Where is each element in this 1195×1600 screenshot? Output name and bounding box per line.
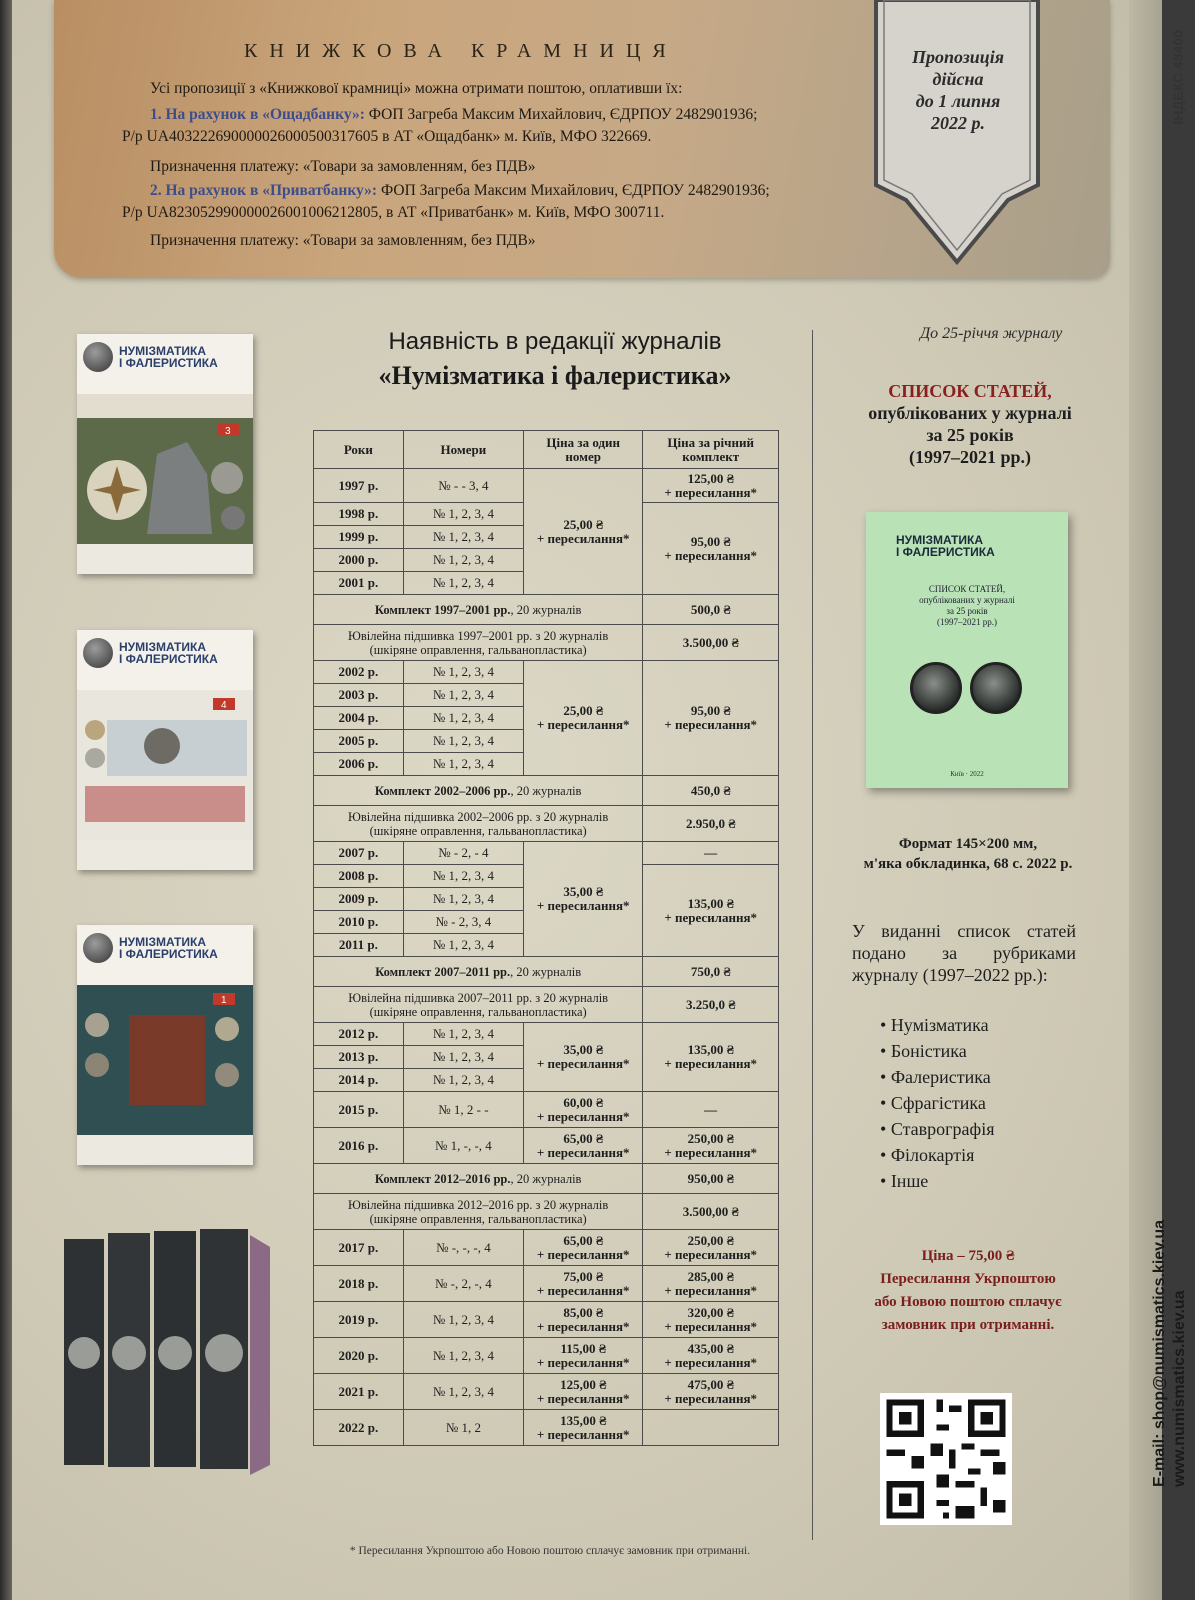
offer-line-4: 2022 р.	[931, 113, 985, 133]
bank2-account: Р/р UA823052990000026001006212805, в АТ «Приватбанк» м. Київ, МФО 300711.	[122, 204, 665, 221]
bank2-line	[150, 182, 770, 200]
table-row: 2005 р. № 1, 2, 3, 4	[314, 730, 779, 753]
offer-shield-shape	[868, 0, 1046, 270]
bank1-details: ФОП Загреба Максим Михайлович, ЄДРПОУ 2482901936;	[364, 106, 758, 123]
table-row: 2009 р. № 1, 2, 3, 4	[314, 888, 779, 911]
bank2-details: ФОП Загреба Максим Михайлович, ЄДРПОУ 2482901936;	[377, 182, 770, 199]
table-row: 1997 р. № - - 3, 4 25,00 ₴ + пересилання* 125,00 ₴ + пересилання*	[314, 469, 779, 503]
header-price-annual: Ціна за річний комплект	[643, 431, 779, 469]
price-annual-cell: 135,00 ₴ + пересилання*	[643, 1023, 779, 1092]
column-divider	[812, 330, 813, 1540]
index-label: ІНДЕКС 48400	[1170, 30, 1186, 125]
offer-text	[888, 46, 1028, 134]
table-row: 2015 р. № 1, 2 - - 60,00 ₴ + пересилання* —	[314, 1092, 779, 1128]
table-row: 2008 р. № 1, 2, 3, 4 135,00 ₴ + пересилання*	[314, 865, 779, 888]
table-row: 2012 р. № 1, 2, 3, 4 35,00 ₴ + пересилання* 135,00 ₴ + пересилання*	[314, 1023, 779, 1046]
list-item: • Ставрографія	[880, 1116, 994, 1142]
table-row: 1999 р. № 1, 2, 3, 4	[314, 526, 779, 549]
svg-text:4: 4	[221, 700, 227, 711]
coin-icon	[910, 662, 962, 714]
jubilee-row: Ювілейна підшивка 1997–2001 рр. з 20 журналів (шкіряне оправлення, гальванопластика) 3.500,00 ₴	[314, 625, 779, 661]
magazine-logo-icon	[83, 638, 113, 668]
price-single-cell: 25,00 ₴ + пересилання*	[524, 661, 643, 776]
title-line-1: Наявність в редакції журналів	[388, 328, 722, 355]
cover-name: НУМІЗМАТИКА І ФАЛЕРИСТИКА	[119, 640, 218, 666]
table-row: 2000 р. № 1, 2, 3, 4	[314, 549, 779, 572]
offer-badge	[868, 0, 1046, 270]
jubilee-row: Ювілейна підшивка 2012–2016 рр. з 20 журналів (шкіряне оправлення, гальванопластика) 3.500,00 ₴	[314, 1194, 779, 1230]
list-item: • Інше	[880, 1168, 994, 1194]
cover-name: НУМІЗМАТИКА І ФАЛЕРИСТИКА	[119, 935, 218, 961]
table-footnote: * Пересилання Укрпоштою або Новою поштою сплачує замовник при отриманні.	[349, 1545, 751, 1557]
svg-text:3: 3	[225, 426, 231, 437]
table-row: 2018 р. № -, 2, -, 4 75,00 ₴ + пересилання* 285,00 ₴ + пересилання*	[314, 1266, 779, 1302]
title-line-2: «Нумізматика і фалеристика»	[378, 361, 732, 390]
bank1-purpose: Призначення платежу: «Товари за замовленням, без ПДВ»	[150, 158, 536, 175]
table-row: 2003 р. № 1, 2, 3, 4	[314, 684, 779, 707]
offer-line-3: до 1 липня	[915, 91, 1001, 111]
jubilee-row: Ювілейна підшивка 2007–2011 рр. з 20 журналів (шкіряне оправлення, гальванопластика) 3.250,0 ₴	[314, 987, 779, 1023]
list-item: • Сфрагістика	[880, 1090, 994, 1116]
table-row: 2013 р. № 1, 2, 3, 4	[314, 1046, 779, 1069]
cover-artwork	[77, 985, 253, 1135]
bank2-purpose: Призначення платежу: «Товари за замовленням, без ПДВ»	[150, 232, 536, 249]
article-list-book-cover	[866, 512, 1068, 788]
cover-artwork	[77, 690, 253, 840]
availability-title	[310, 325, 800, 393]
table-row: 2016 р. № 1, -, -, 4 65,00 ₴ + пересилання* 250,00 ₴ + пересилання*	[314, 1128, 779, 1164]
table-row: 2011 р. № 1, 2, 3, 4	[314, 934, 779, 957]
book-cover-city: Київ · 2022	[950, 770, 984, 778]
price-single-cell: 35,00 ₴ + пересилання*	[524, 1023, 643, 1092]
price-annual-cell: 95,00 ₴ + пересилання*	[643, 503, 779, 595]
table-row: 2014 р. № 1, 2, 3, 4	[314, 1069, 779, 1092]
cover-name: НУМІЗМАТИКА І ФАЛЕРИСТИКА	[119, 344, 218, 370]
qr-code-icon[interactable]	[880, 1393, 1012, 1525]
bank2-label: 2. На рахунок в «Приватбанку»:	[150, 182, 378, 199]
magazine-cover-2	[77, 630, 253, 870]
book-price-note: Ціна – 75,00 ₴ Пересилання Укрпоштою або Новою поштою сплачує замовник при отриманні.	[874, 1248, 1062, 1333]
table-row: 1998 р. № 1, 2, 3, 4 95,00 ₴ + пересилання*	[314, 503, 779, 526]
table-header-row	[314, 431, 779, 469]
list-item: • Філокартія	[880, 1142, 994, 1168]
bank1-label: 1. На рахунок в «Ощадбанку»:	[150, 106, 365, 123]
table-row: 2022 р. № 1, 2 135,00 ₴ + пересилання*	[314, 1410, 779, 1446]
contact-info	[1150, 1220, 1190, 1487]
bank1-account: Р/р UA403222690000026000500317605 в АТ «Ощадбанк» м. Київ, МФО 322669.	[122, 128, 652, 145]
category-list	[880, 1012, 994, 1194]
book-format: Формат 145×200 мм, м'яка обкладинка, 68 с. 2022 р.	[863, 836, 1073, 872]
magazine-logo-icon	[83, 342, 113, 372]
banner-intro: Усі пропозиції з «Книжкової крамниці» можна отримати поштою, оплативши їх:	[150, 80, 683, 97]
anniversary-note: До 25-річчя журналу	[920, 325, 1063, 342]
website-link[interactable]: www.numismatics.kiev.ua	[1171, 1290, 1188, 1487]
table-row: 2006 р. № 1, 2, 3, 4	[314, 753, 779, 776]
table-row: 2002 р. № 1, 2, 3, 4 25,00 ₴ + пересилання* 95,00 ₴ + пересилання*	[314, 661, 779, 684]
availability-table	[313, 430, 779, 1446]
set-row: Комплект 2002–2006 рр., 20 журналів 450,0 ₴	[314, 776, 779, 806]
bound-volumes-image	[60, 1225, 270, 1475]
bank1-line	[150, 106, 757, 124]
price-single-cell: 25,00 ₴ + пересилання*	[524, 469, 643, 595]
book-description: У виданні список статей подано за рубриками журналу (1997–2022 рр.):	[852, 921, 1076, 985]
list-item: • Нумізматика	[880, 1012, 994, 1038]
header-price-single: Ціна за один номер	[524, 431, 643, 469]
header-years: Роки	[314, 431, 404, 469]
magazine-logo-icon	[83, 933, 113, 963]
table-row: 2017 р. № -, -, -, 4 65,00 ₴ + пересилання* 250,00 ₴ + пересилання*	[314, 1230, 779, 1266]
price-single-cell: 35,00 ₴ + пересилання*	[524, 842, 643, 957]
price-annual-cell: 135,00 ₴ + пересилання*	[643, 865, 779, 957]
set-row: Комплект 1997–2001 рр., 20 журналів 500,0 ₴	[314, 595, 779, 625]
magazine-cover-3	[77, 925, 253, 1165]
header-issues: Номери	[403, 431, 523, 469]
magazine-cover-1	[77, 334, 253, 574]
table-row: 2019 р. № 1, 2, 3, 4 85,00 ₴ + пересилання* 320,00 ₴ + пересилання*	[314, 1302, 779, 1338]
coin-icon	[970, 662, 1022, 714]
table-row: 2020 р. № 1, 2, 3, 4 115,00 ₴ + пересилання* 435,00 ₴ + пересилання*	[314, 1338, 779, 1374]
set-row: Комплект 2007–2011 рр., 20 журналів 750,0 ₴	[314, 957, 779, 987]
list-item: • Боністика	[880, 1038, 994, 1064]
offer-line-1: Пропозиція	[911, 47, 1005, 67]
offer-line-2: дійсна	[932, 69, 984, 89]
book-cover-subtitle: СПИСОК СТАТЕЙ, опублікованих у журналі за 25 років (1997–2021 рр.)	[919, 584, 1015, 627]
table-row: 2007 р. № - 2, - 4 35,00 ₴ + пересилання* —	[314, 842, 779, 865]
page-shadow-left	[0, 0, 12, 1600]
cover-artwork	[77, 394, 253, 544]
jubilee-row: Ювілейна підшивка 2002–2006 рр. з 20 журналів (шкіряне оправлення, гальванопластика) 2.950,0 ₴	[314, 806, 779, 842]
banner-title: КНИЖКОВА КРАМНИЦЯ	[244, 40, 678, 62]
set-row: Комплект 2012–2016 рр., 20 журналів 950,00 ₴	[314, 1164, 779, 1194]
article-list-title: СПИСОК СТАТЕЙ, опублікованих у журналі за 25 років (1997–2021 рр.)	[868, 381, 1072, 467]
svg-text:1: 1	[221, 995, 227, 1006]
table-row: 2021 р. № 1, 2, 3, 4 125,00 ₴ + пересилання* 475,00 ₴ + пересилання*	[314, 1374, 779, 1410]
table-row: 2004 р. № 1, 2, 3, 4	[314, 707, 779, 730]
table-row: 2001 р. № 1, 2, 3, 4	[314, 572, 779, 595]
price-annual-cell: 125,00 ₴ + пересилання*	[643, 469, 779, 503]
price-annual-cell: 95,00 ₴ + пересилання*	[643, 661, 779, 776]
list-item: • Фалеристика	[880, 1064, 994, 1090]
book-cover-name: НУМІЗМАТИКА І ФАЛЕРИСТИКА	[896, 533, 995, 559]
email-link[interactable]: E-mail: shop@numismatics.kiev.ua	[1151, 1220, 1168, 1487]
table-row: 2010 р. № - 2, 3, 4	[314, 911, 779, 934]
